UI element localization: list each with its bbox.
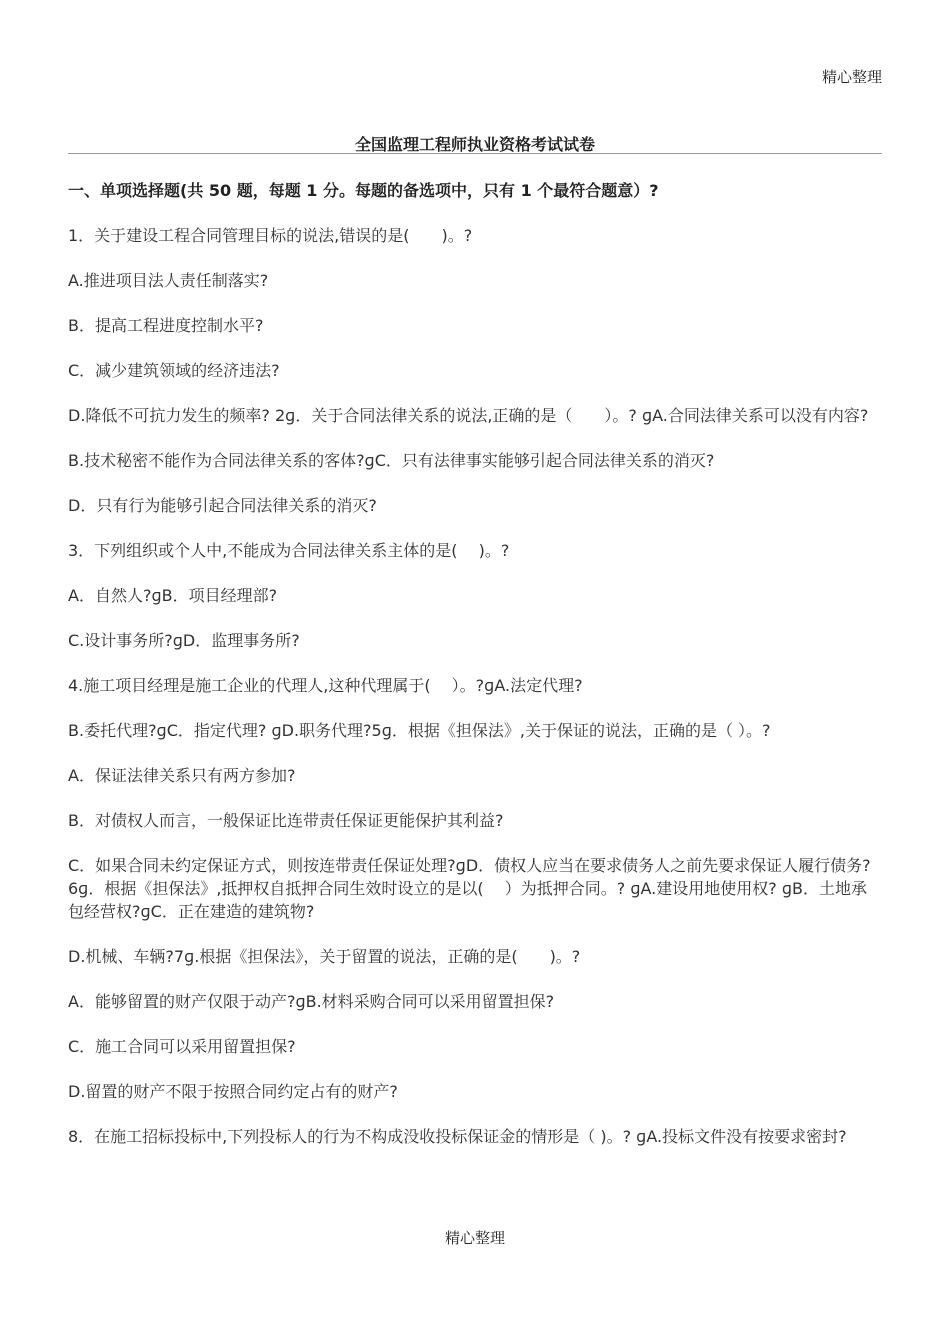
page-footer-note: 精心整理 (444, 1229, 505, 1247)
question-paragraph: 1．关于建设工程合同管理目标的说法,错误的是( )。? (68, 226, 473, 245)
question-paragraph: A．保证法律关系只有两方参加? (68, 766, 296, 785)
question-paragraph: B．对债权人而言，一般保证比连带责任保证更能保护其利益? (68, 811, 504, 830)
question-paragraph: C．施工合同可以采用留置担保? (68, 1037, 296, 1056)
question-paragraph: A.推进项目法人责任制落实? (68, 271, 269, 290)
document-title: 全国监理工程师执业资格考试试卷 (354, 135, 595, 154)
question-paragraph: 8．在施工招标投标中,下列投标人的行为不构成没收投标保证金的情形是（ )。? ɡA.投标文件没有按要求密封? (68, 1127, 847, 1146)
question-list (68, 224, 882, 1170)
question-paragraph: C．如果合同未约定保证方式，则按连带责任保证处理?ɡD．债权人应当在要求债务人之前先要求保证人履行债务?6ɡ．根据《担保法》,抵押权自抵押合同生效时设立的是以( ）为抵押合同。? ɡA.建设用地使用权? ɡB．土地承包经营权?ɡC．正在建造的建筑物? (68, 856, 871, 921)
question-paragraph: D.机械、车辆?7ɡ.根据《担保法》，关于留置的说法，正确的是( )。? (68, 947, 581, 966)
question-paragraph: A．自然人?ɡB．项目经理部? (68, 586, 278, 605)
question-paragraph: B.技术秘密不能作为合同法律关系的客体?ɡC．只有法律事实能够引起合同法律关系的消灭? (68, 451, 715, 470)
question-paragraph: B．提高工程进度控制水平? (68, 316, 264, 335)
question-paragraph: A．能够留置的财产仅限于动产?ɡB.材料采购合同可以采用留置担保? (68, 992, 555, 1011)
question-paragraph: 3．下列组织或个人中,不能成为合同法律关系主体的是( )。? (68, 541, 510, 560)
question-paragraph: D.降低不可抗力发生的频率? 2ɡ．关于合同法律关系的说法,正确的是（ ）。? ɡA.合同法律关系可以没有内容? (68, 406, 869, 425)
page-header-note: 精心整理 (821, 68, 882, 86)
question-paragraph: D．只有行为能够引起合同法律关系的消灭? (68, 496, 377, 515)
question-paragraph: 4.施工项目经理是施工企业的代理人,这种代理属于( ）。?ɡA.法定代理? (68, 676, 583, 695)
question-paragraph: D.留置的财产不限于按照合同约定占有的财产? (68, 1082, 398, 1101)
question-paragraph: C.设计事务所?ɡD．监理事务所? (68, 631, 300, 650)
title-divider (68, 153, 882, 154)
question-paragraph: B.委托代理?ɡC．指定代理? ɡD.职务代理?5ɡ．根据《担保法》,关于保证的说法，正确的是（ ）。? (68, 721, 771, 740)
question-paragraph: C．减少建筑领域的经济违法? (68, 361, 280, 380)
section-heading: 一、单项选择题(共 50 题，每题 1 分。每题的备选项中，只有 1 个最符合题意）? (68, 181, 659, 200)
